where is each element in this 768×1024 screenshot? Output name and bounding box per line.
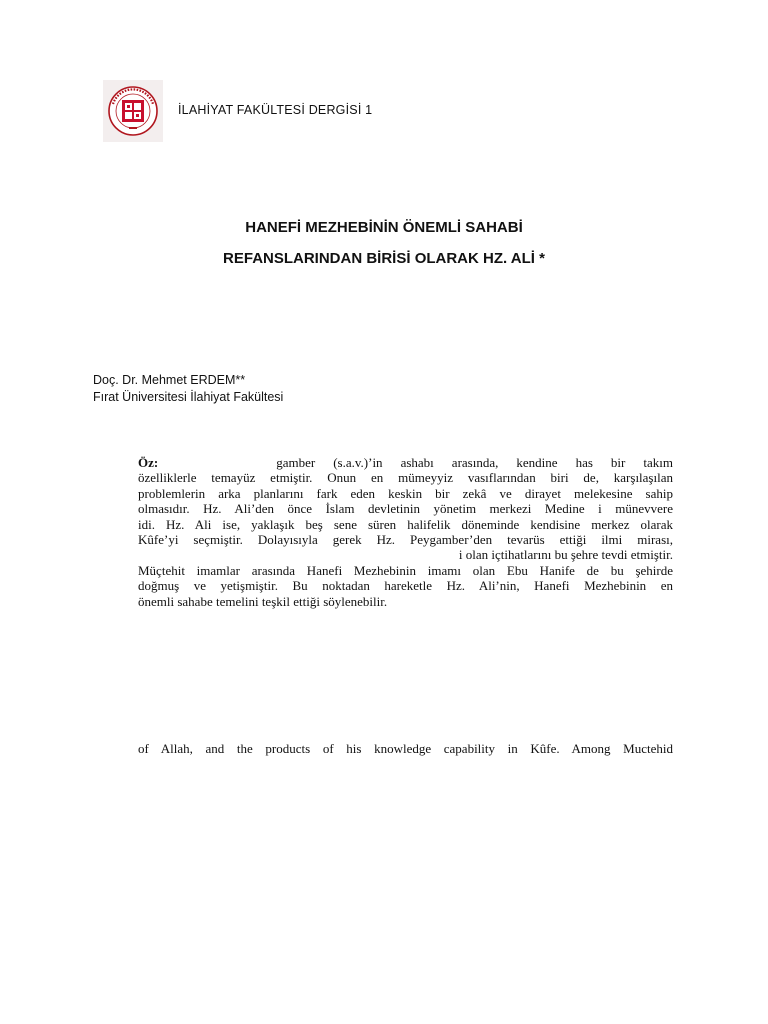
abstract-label: Öz: <box>138 455 159 470</box>
university-seal-logo <box>103 80 163 142</box>
author-affiliation: Fırat Üniversitesi İlahiyat Fakültesi <box>93 390 284 404</box>
abstract-line-7: i olan içtihatlarını bu şehre tevdi etmiştir. <box>458 547 673 563</box>
abstract-line-2: özelliklerle temayüz etmiştir. Onun en mümeyyiz vasıflarından biri de, karşılaşılan <box>138 470 673 486</box>
abstract-line-8: Müçtehit imamlar arasında Hanefi Mezhebinin imamı olan Ebu Hanife de bu şehirde <box>138 562 673 578</box>
english-abstract-line: of Allah, and the products of his knowledge capability in Kûfe. Among Muctehid <box>138 741 673 756</box>
abstract-line-6: Kûfe’yi seçmiştir. Dolayısıyla gerek Hz. Peygamber’den tevarüs ettiği ilmi mirası, <box>138 531 673 547</box>
journal-title: İLAHİYAT FAKÜLTESİ DERGİSİ 1 <box>178 103 373 117</box>
author-name: Doç. Dr. Mehmet ERDEM** <box>93 373 246 387</box>
abstract-line-3: problemlerin arka planlarını fark eden keskin bir zekâ ve dirayet melekesine sahip <box>138 485 673 501</box>
article-title-line-2: REFANSLARINDAN BİRİSİ OLARAK HZ. ALİ * <box>223 250 545 267</box>
abstract-line-10: önemli sahabe temelini teşkil ettiği söylenebilir. <box>138 593 388 609</box>
abstract-line-5: idi. Hz. Ali ise, yaklaşık beş sene süren halifelik döneminde kendisine merkez olarak <box>138 516 673 532</box>
abstract <box>138 455 673 609</box>
abstract-line-4: olmasıdır. Hz. Ali’den önce İslam devletinin yönetim merkezi Medine i münevvere <box>138 501 673 517</box>
author-block <box>93 372 283 406</box>
article-title-line-1: HANEFİ MEZHEBİNİN ÖNEMLİ SAHABİ <box>245 219 523 236</box>
abstract-line-1: Öz: gamber (s.a.v.)’in ashabı arasında, kendine has bir takım <box>138 455 673 470</box>
abstract-line-9: doğmuş ve yetişmiştir. Bu noktadan hareketle Hz. Ali’nin, Hanefi Mezhebinin en <box>138 578 673 594</box>
article-title <box>0 212 768 274</box>
